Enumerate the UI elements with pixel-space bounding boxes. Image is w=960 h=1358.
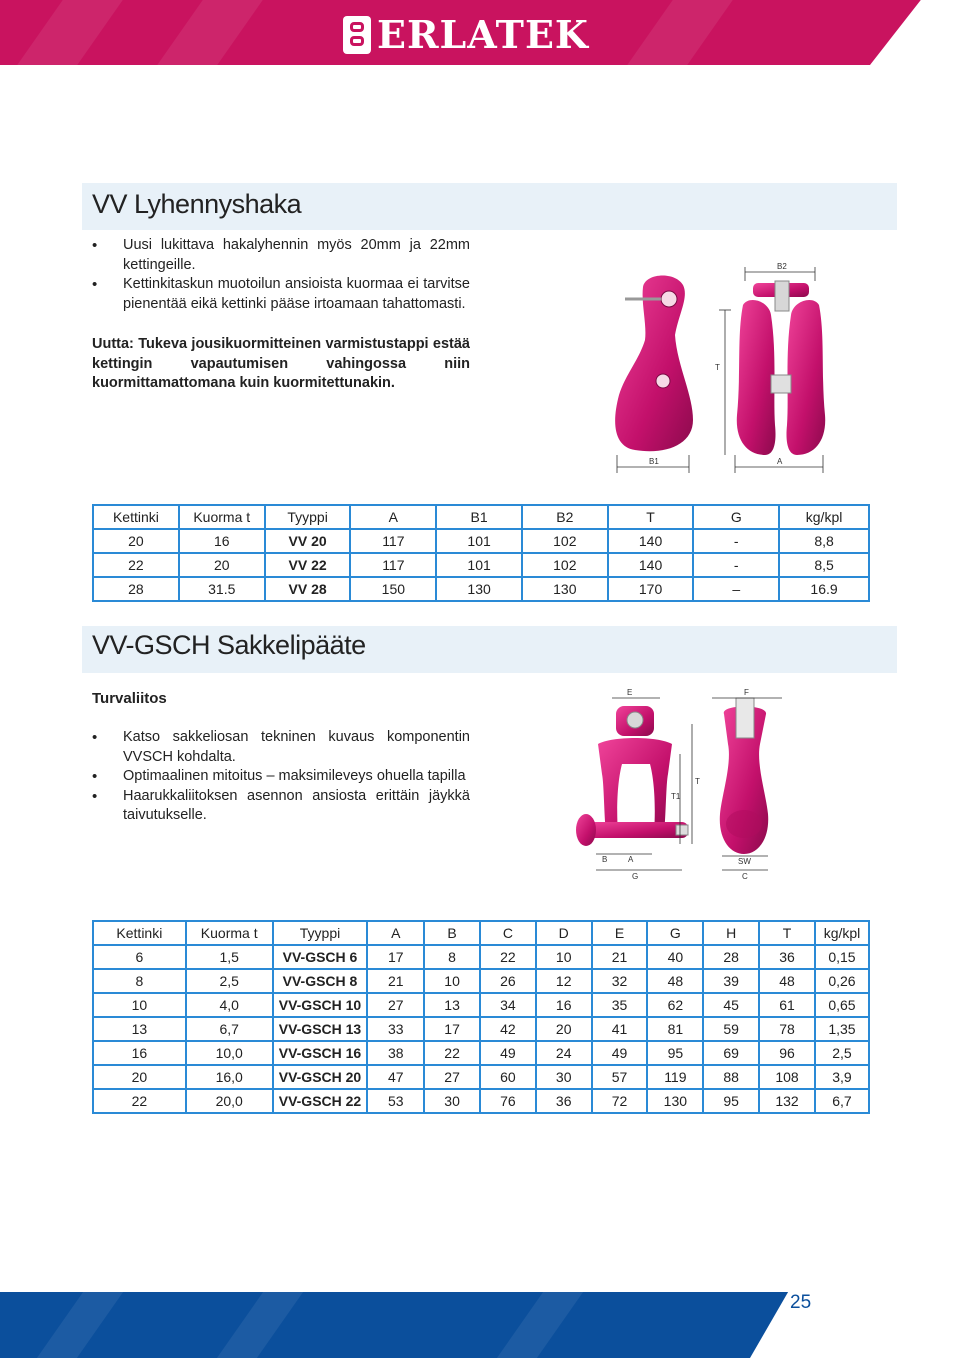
column-header: Tyyppi (265, 505, 351, 529)
table-cell: 10 (424, 969, 480, 993)
table-cell: VV 20 (265, 529, 351, 553)
table-cell: VV-GSCH 20 (273, 1065, 368, 1089)
feature-list-vv-gsch (92, 728, 470, 826)
table-cell: 48 (647, 969, 703, 993)
table-cell: 13 (424, 993, 480, 1017)
table-cell: 22 (93, 1089, 186, 1113)
table-cell: 95 (703, 1089, 759, 1113)
table-cell: 20 (93, 1065, 186, 1089)
page-footer (0, 1292, 960, 1358)
column-header: H (703, 921, 759, 945)
table-row (93, 529, 869, 553)
dimension-label-t: T (715, 363, 720, 372)
table-cell: 3,9 (815, 1065, 869, 1089)
dimension-label-b1: B1 (649, 457, 659, 466)
table-cell: 22 (424, 1041, 480, 1065)
table-cell: 102 (522, 553, 608, 577)
dimension-label-c: C (742, 872, 748, 881)
table-cell: 57 (592, 1065, 648, 1089)
table-cell: 117 (350, 553, 436, 577)
table-cell: 0,65 (815, 993, 869, 1017)
table-row (93, 553, 869, 577)
table-row (93, 1041, 869, 1065)
table-cell: 36 (536, 1089, 592, 1113)
table-cell: 4,0 (186, 993, 273, 1017)
table-cell: 24 (536, 1041, 592, 1065)
table-cell: 119 (647, 1065, 703, 1089)
table-cell: 17 (424, 1017, 480, 1041)
table-cell: VV 22 (265, 553, 351, 577)
table-row (93, 1089, 869, 1113)
table-cell: 16 (93, 1041, 186, 1065)
table-header-row (93, 505, 869, 529)
table-cell: 27 (367, 993, 424, 1017)
table-row (93, 577, 869, 601)
list-item: • Optimaalinen mitoitus – maksimileveys ohuella tapilla (92, 767, 470, 787)
table-cell: 26 (480, 969, 536, 993)
table-cell: 38 (367, 1041, 424, 1065)
chain-link-icon (343, 16, 371, 54)
table-cell: 33 (367, 1017, 424, 1041)
table-cell: 40 (647, 945, 703, 969)
table-cell: 36 (759, 945, 815, 969)
table-row (93, 1065, 869, 1089)
vv-gsch-spec-table (92, 920, 870, 1114)
vv-gsch-drawing (572, 684, 802, 884)
column-header: B2 (522, 505, 608, 529)
table-cell: 130 (522, 577, 608, 601)
table-cell: VV-GSCH 8 (273, 969, 368, 993)
list-item: • Kettinkitaskun muotoilun ansioista kuormaa ei tarvitse pienentää eikä kettinki pääse irtoamaan tahattomasti. (92, 275, 470, 314)
table-cell: 39 (703, 969, 759, 993)
column-header: kg/kpl (815, 921, 869, 945)
table-cell: 6,7 (186, 1017, 273, 1041)
table-cell: 22 (480, 945, 536, 969)
table-cell: 59 (703, 1017, 759, 1041)
table-cell: 35 (592, 993, 648, 1017)
table-cell: 20 (179, 553, 265, 577)
table-cell: 140 (608, 529, 694, 553)
table-cell: 61 (759, 993, 815, 1017)
table-cell: 130 (647, 1089, 703, 1113)
table-cell: VV-GSCH 6 (273, 945, 368, 969)
table-cell: 8 (424, 945, 480, 969)
table-cell: 72 (592, 1089, 648, 1113)
table-cell: 45 (703, 993, 759, 1017)
table-cell: 1,35 (815, 1017, 869, 1041)
table-cell: 17 (367, 945, 424, 969)
column-header: Tyyppi (273, 921, 368, 945)
table-cell: 28 (93, 577, 179, 601)
page-header (0, 0, 960, 65)
table-cell: 6,7 (815, 1089, 869, 1113)
table-cell: 20,0 (186, 1089, 273, 1113)
column-header: C (480, 921, 536, 945)
vv-spec-table (92, 504, 870, 602)
page-number: 25 (790, 1292, 812, 1313)
table-cell: 16,0 (186, 1065, 273, 1089)
table-cell: 49 (592, 1041, 648, 1065)
section-title-vv: VV Lyhennyshaka (92, 189, 302, 219)
dimension-label-t1: T1 (671, 792, 681, 801)
table-cell: 13 (93, 1017, 186, 1041)
feature-list-vv (92, 236, 470, 314)
table-cell: 30 (536, 1065, 592, 1089)
table-cell: 20 (93, 529, 179, 553)
new-feature-note: Uutta: Tukeva jousikuormitteinen varmistustappi estää kettingin vapautumisen vahingossa niin kuormittamattomana kuin kuormitettunakin. (92, 336, 470, 391)
dimension-label-b2: B2 (777, 262, 787, 271)
column-header: T (608, 505, 694, 529)
dimension-label-a: A (628, 855, 634, 864)
table-cell: 34 (480, 993, 536, 1017)
dimension-label-sw: SW (738, 857, 751, 866)
table-cell: 170 (608, 577, 694, 601)
table-cell: - (693, 529, 779, 553)
table-cell: – (693, 577, 779, 601)
table-cell: 28 (703, 945, 759, 969)
table-row (93, 945, 869, 969)
list-item: • Haarukkaliitoksen asennon ansiosta erittäin jäykkä taivutukselle. (92, 787, 470, 826)
table-cell: 12 (536, 969, 592, 993)
table-row (93, 969, 869, 993)
table-cell: 81 (647, 1017, 703, 1041)
column-header: kg/kpl (779, 505, 869, 529)
table-cell: 60 (480, 1065, 536, 1089)
dimension-label-f: F (744, 688, 749, 697)
column-header: A (367, 921, 424, 945)
column-header: Kuorma t (179, 505, 265, 529)
dimension-label-g: G (632, 872, 639, 881)
table-cell: 0,26 (815, 969, 869, 993)
table-cell: 16 (536, 993, 592, 1017)
table-cell: - (693, 553, 779, 577)
table-cell: 1,5 (186, 945, 273, 969)
table-cell: 8,8 (779, 529, 869, 553)
dimension-label-e: E (627, 688, 633, 697)
table-cell: 101 (436, 553, 522, 577)
table-cell: 2,5 (815, 1041, 869, 1065)
table-header-row (93, 921, 869, 945)
dimension-label-b: B (602, 855, 608, 864)
column-header: T (759, 921, 815, 945)
section-title-vv-gsch: VV-GSCH Sakkelipääte (92, 630, 366, 660)
table-cell: 30 (424, 1089, 480, 1113)
table-cell: 22 (93, 553, 179, 577)
column-header: B (424, 921, 480, 945)
table-cell: 16.9 (779, 577, 869, 601)
column-header: Kettinki (93, 921, 186, 945)
table-cell: 10 (536, 945, 592, 969)
table-cell: 140 (608, 553, 694, 577)
table-cell: 6 (93, 945, 186, 969)
table-cell: 27 (424, 1065, 480, 1089)
table-cell: VV 28 (265, 577, 351, 601)
column-header: A (350, 505, 436, 529)
brand-name: ERLATEK (377, 12, 589, 57)
list-item: • Uusi lukittava hakalyhennin myös 20mm ja 22mm kettingeille. (92, 236, 470, 275)
table-cell: 16 (179, 529, 265, 553)
column-header: E (592, 921, 648, 945)
table-cell: 78 (759, 1017, 815, 1041)
table-row (93, 993, 869, 1017)
column-header: B1 (436, 505, 522, 529)
table-cell: 53 (367, 1089, 424, 1113)
vv-hook-drawing (605, 255, 850, 480)
table-cell: 31.5 (179, 577, 265, 601)
dimension-label-a: A (777, 457, 783, 466)
table-cell: 21 (367, 969, 424, 993)
column-header: D (536, 921, 592, 945)
column-header: Kuorma t (186, 921, 273, 945)
table-cell: 48 (759, 969, 815, 993)
table-cell: 0,15 (815, 945, 869, 969)
column-header: G (647, 921, 703, 945)
table-cell: 62 (647, 993, 703, 1017)
table-cell: 2,5 (186, 969, 273, 993)
table-cell: 49 (480, 1041, 536, 1065)
table-cell: 47 (367, 1065, 424, 1089)
table-cell: 69 (703, 1041, 759, 1065)
table-cell: VV-GSCH 22 (273, 1089, 368, 1113)
table-cell: 20 (536, 1017, 592, 1041)
table-cell: 21 (592, 945, 648, 969)
table-cell: 95 (647, 1041, 703, 1065)
table-cell: 108 (759, 1065, 815, 1089)
table-cell: 130 (436, 577, 522, 601)
table-cell: 117 (350, 529, 436, 553)
list-item: • Katso sakkeliosan tekninen kuvaus komponentin VVSCH kohdalta. (92, 728, 470, 767)
table-cell: 8 (93, 969, 186, 993)
subheading-turvaliitos: Turvaliitos (92, 690, 167, 707)
table-cell: 101 (436, 529, 522, 553)
table-row (93, 1017, 869, 1041)
table-cell: 32 (592, 969, 648, 993)
brand-logo (343, 13, 589, 57)
column-header: Kettinki (93, 505, 179, 529)
column-header: G (693, 505, 779, 529)
table-cell: VV-GSCH 13 (273, 1017, 368, 1041)
table-cell: 10 (93, 993, 186, 1017)
table-cell: 76 (480, 1089, 536, 1113)
table-cell: 102 (522, 529, 608, 553)
table-cell: 8,5 (779, 553, 869, 577)
table-cell: VV-GSCH 10 (273, 993, 368, 1017)
table-cell: 42 (480, 1017, 536, 1041)
table-cell: VV-GSCH 16 (273, 1041, 368, 1065)
table-cell: 41 (592, 1017, 648, 1041)
table-cell: 96 (759, 1041, 815, 1065)
table-cell: 150 (350, 577, 436, 601)
table-cell: 10,0 (186, 1041, 273, 1065)
table-cell: 88 (703, 1065, 759, 1089)
table-cell: 132 (759, 1089, 815, 1113)
dimension-label-t: T (695, 777, 700, 786)
